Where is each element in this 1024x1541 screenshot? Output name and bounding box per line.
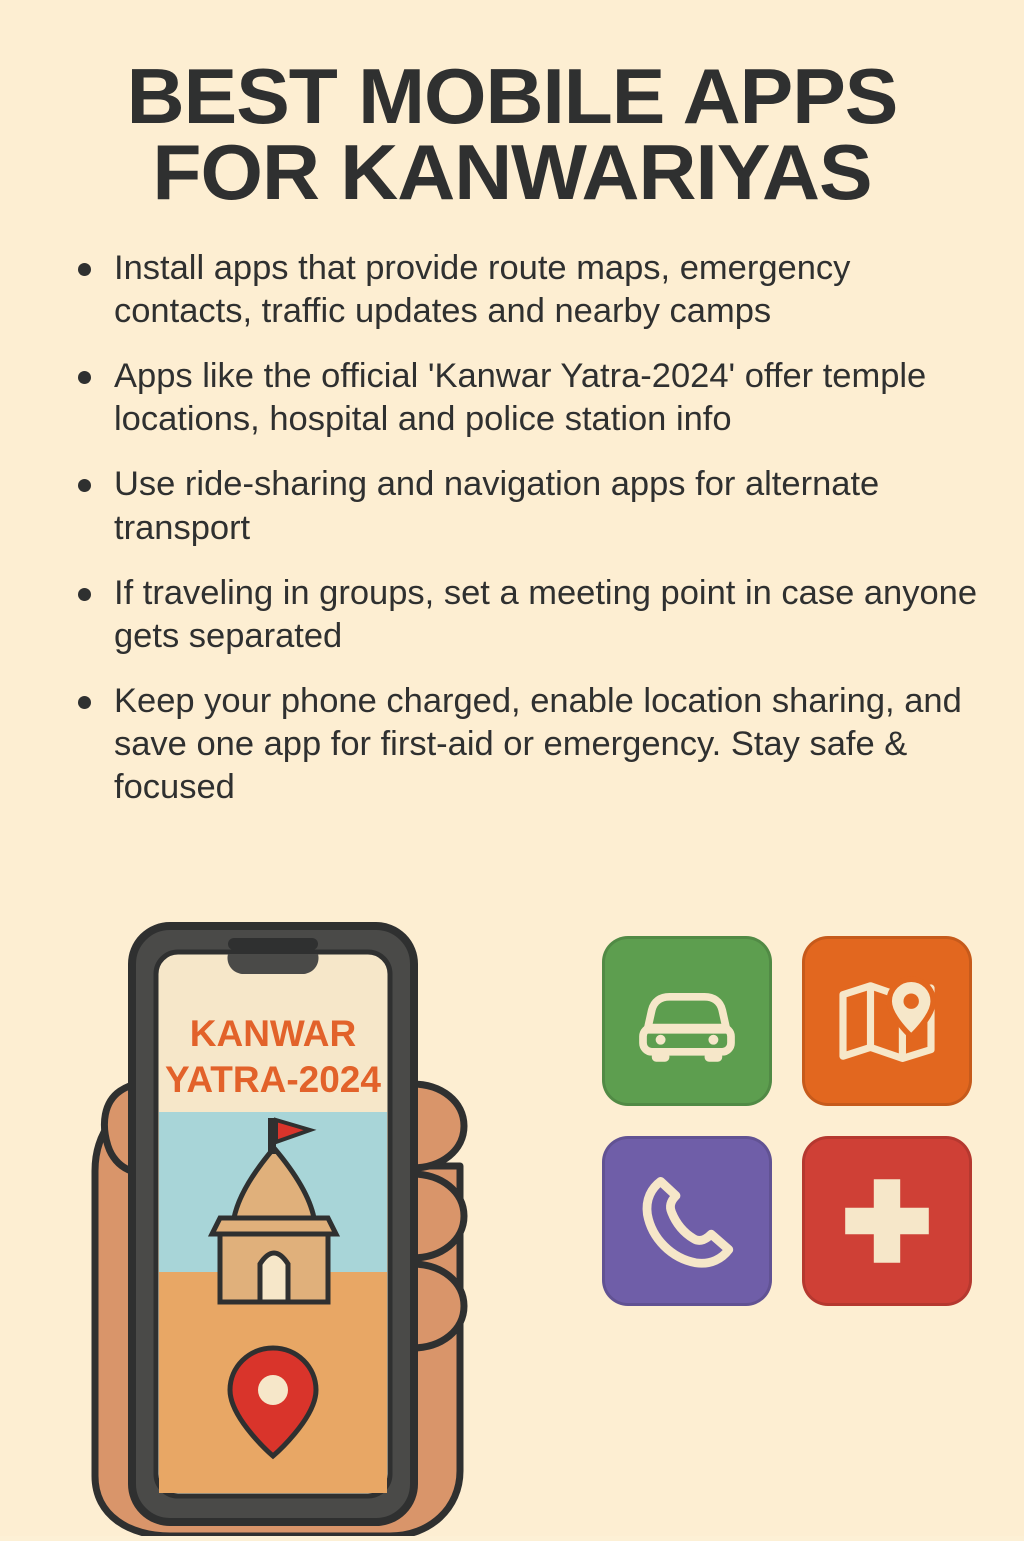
illustration	[0, 916, 1024, 1536]
phone-screen-title-line1: KANWAR	[189, 1013, 357, 1054]
title-line-1: BEST MOBILE APPS	[126, 52, 898, 140]
list-item-text: If traveling in groups, set a meeting point in case anyone gets separated	[114, 573, 978, 655]
phone-screen-title-line2: YATRA-2024	[165, 1059, 381, 1100]
car-icon	[632, 966, 742, 1076]
app-icon-grid	[602, 936, 972, 1306]
emergency-call-app-tile[interactable]	[602, 1136, 772, 1306]
phone-svg	[60, 916, 560, 1536]
bullet-dot-icon	[78, 263, 91, 276]
list-item-text: Install apps that provide route maps, emergency contacts, traffic updates and nearby camps	[114, 248, 851, 330]
tips-list	[0, 247, 1024, 809]
navigation-app-tile[interactable]	[802, 936, 972, 1106]
map-pin-icon	[832, 966, 942, 1076]
title-line-2: FOR KANWARIYAS	[152, 128, 872, 217]
bullet-dot-icon	[78, 371, 91, 384]
ride-sharing-app-tile[interactable]	[602, 936, 772, 1106]
list-item-text: Apps like the official 'Kanwar Yatra-2024' offer temple locations, hospital and police station info	[114, 357, 927, 439]
list-item	[70, 572, 980, 658]
list-item	[70, 355, 980, 441]
bullet-dot-icon	[78, 588, 91, 601]
phone-icon	[632, 1166, 742, 1276]
page-title	[0, 0, 1024, 217]
list-item	[70, 680, 980, 809]
list-item	[70, 463, 980, 549]
medical-cross-icon	[832, 1166, 942, 1276]
bullet-dot-icon	[78, 696, 91, 709]
list-item-text: Use ride-sharing and navigation apps for alternate transport	[114, 465, 880, 547]
hand-holding-phone-illustration	[60, 916, 560, 1536]
list-item	[70, 247, 980, 333]
list-item-text: Keep your phone charged, enable location sharing, and save one app for first-aid or emergency. Stay safe & focused	[114, 681, 962, 807]
bullet-dot-icon	[78, 479, 91, 492]
phone-device	[132, 926, 414, 1522]
first-aid-app-tile[interactable]	[802, 1136, 972, 1306]
